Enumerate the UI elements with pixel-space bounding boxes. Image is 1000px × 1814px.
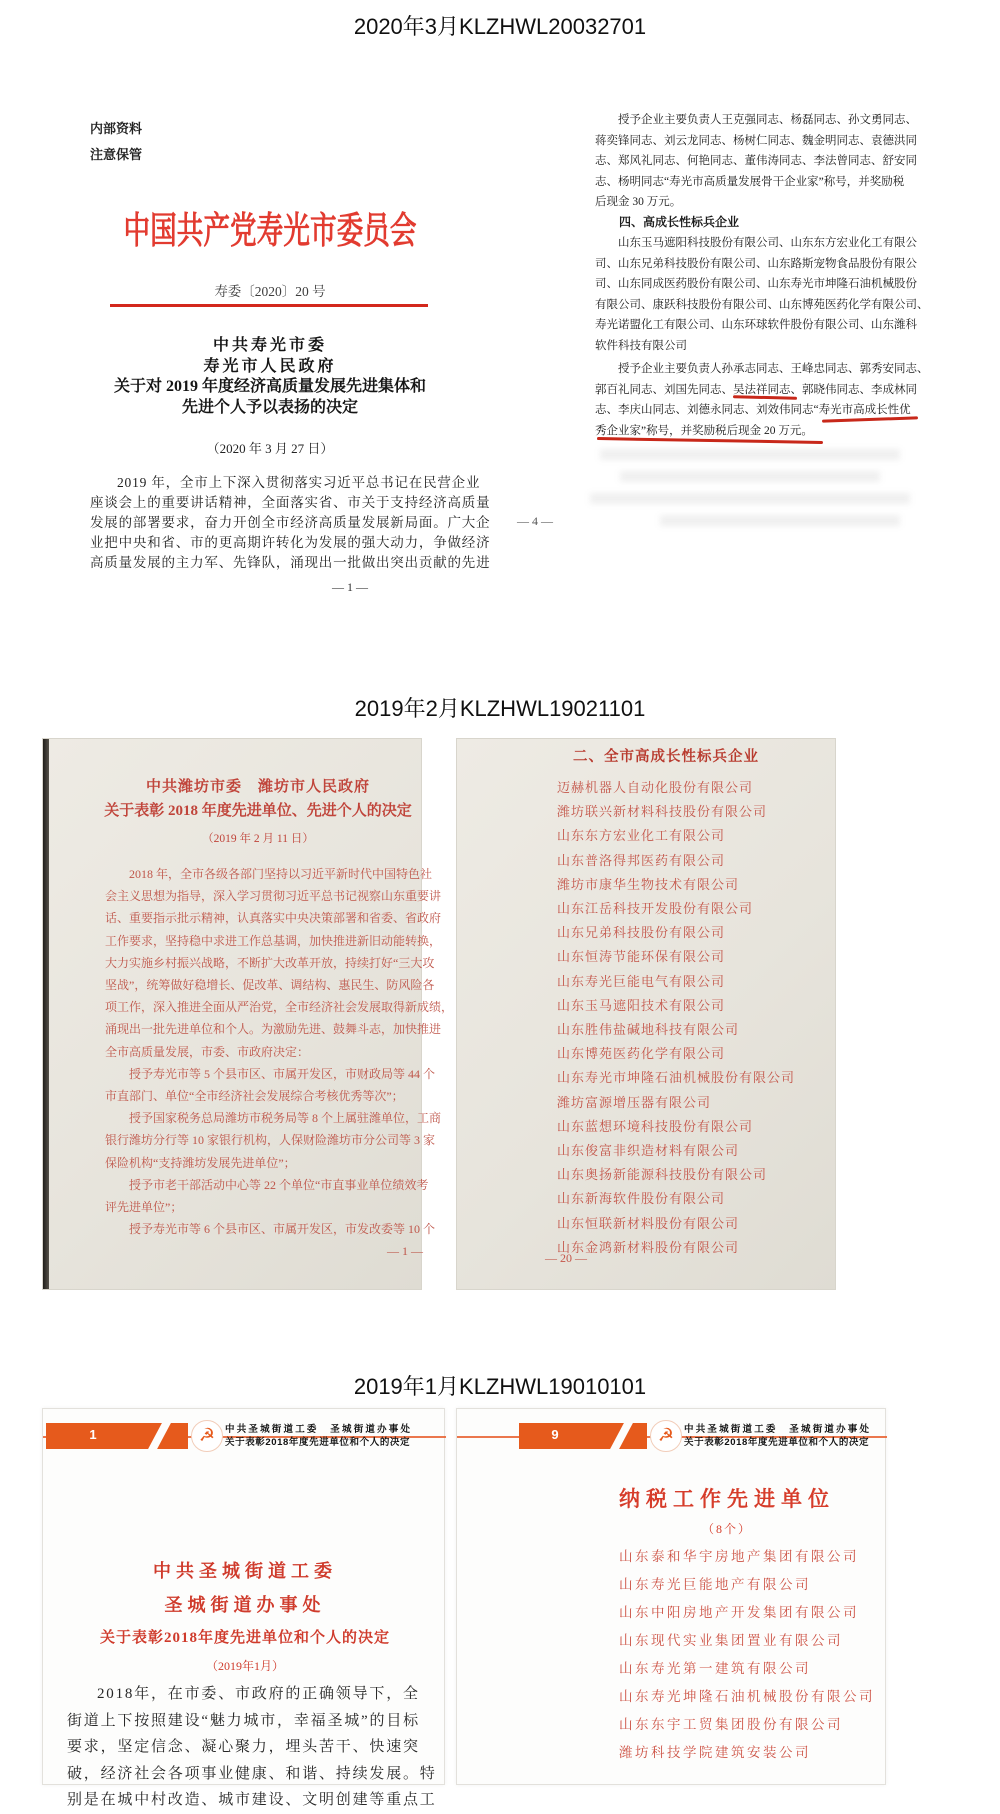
bleed-through-artifact: [590, 493, 910, 504]
doc-body: [90, 473, 491, 573]
text-line: 后现金 30 万元。: [595, 196, 682, 208]
list-item: 潍坊联兴新材料科技股份有限公司: [557, 804, 768, 820]
list-item: 山东东宇工贸集团股份有限公司: [619, 1717, 843, 1732]
text-line: 授予国家税务总局潍坊市税务局等 8 个上属驻潍单位，工商: [129, 1111, 442, 1126]
notice-internal-material: 内部资料: [90, 121, 143, 136]
doc-title-line: 关于对 2019 年度经济高质量发展先进集体和: [113, 378, 426, 395]
band-header-line: 中共圣城街道工委 圣城街道办事处: [225, 1424, 413, 1435]
notice-keep-safe: 注意保管: [90, 147, 143, 162]
text-line: 有限公司、康跃科技股份有限公司、山东博苑医药化学有限公司、: [595, 298, 929, 311]
bleed-through-artifact: [620, 471, 880, 482]
bleed-through-artifact: [600, 449, 900, 460]
band-header-text: [225, 1423, 440, 1449]
text-line: 评先进单位”；: [105, 1200, 183, 1215]
page-number: — 4 —: [517, 514, 553, 528]
list-item: 山东普洛得邦医药有限公司: [557, 852, 726, 868]
text-line: 山东玉马遮阳科技股份有限公司、山东东方宏业化工有限公: [618, 237, 917, 249]
list-item: 山东兄弟科技股份有限公司: [557, 925, 726, 941]
doc-body: [105, 863, 454, 1240]
text-line: 授予企业主要负责人孙承志同志、王峰忠同志、郭秀安同志、: [618, 363, 929, 375]
list-item: 山东寿光市坤隆石油机械股份有限公司: [557, 1070, 796, 1086]
document-number: 寿委〔2020〕20 号: [214, 284, 326, 299]
list-item: 潍坊科技学院建筑安装公司: [619, 1745, 811, 1760]
list-item: 山东恒联新材料股份有限公司: [557, 1215, 740, 1231]
paragraph: [595, 233, 929, 356]
text-line: 工作要求，坚持稳中求进工作总基调，加快推进新旧动能转换，: [105, 933, 442, 948]
list-item: 山东寿光巨能地产有限公司: [619, 1577, 811, 1592]
doc-title-line: 圣城街道办事处: [164, 1595, 326, 1615]
party-emblem-icon: ☭: [650, 1420, 682, 1452]
list-subhead: 二、全市高成长性标兵企业: [573, 749, 759, 765]
text-line: 2019 年，全市上下深入贯彻落实习近平总书记在民营企业: [117, 475, 481, 490]
band-header-line: 关于表彰2018年度先进单位和个人的决定: [684, 1437, 870, 1448]
bleed-through-artifact: [660, 515, 900, 526]
doc-title-line: 寿光市人民政府: [203, 357, 337, 375]
list-item: 山东寿光巨能电气有限公司: [557, 973, 726, 989]
photo-weifang-decision-page1: [42, 738, 454, 1290]
text-line: 志、杨明同志“寿光市高质量发展骨干企业家”称号，并奖励税: [595, 175, 905, 188]
list-item: 山东泰和华宇房地产集团有限公司: [619, 1549, 859, 1564]
band-page-number: 1: [89, 1427, 97, 1442]
text-line: 坚战”，统筹做好稳增长、促改革、调结构、惠民生、防风险各: [105, 978, 435, 993]
list-item: 山东东方宏业化工有限公司: [557, 828, 726, 844]
list-item: 潍坊市康华生物技术有限公司: [557, 876, 740, 892]
list-item: 山东蓝想环境科技股份有限公司: [557, 1118, 754, 1134]
doc-date-line: （2019年1月）: [205, 1659, 284, 1673]
section-3-heading: 2019年1月KLZHWL19010101: [353, 1374, 647, 1399]
text-line: 大力实施乡村振兴战略，不断扩大改革开放，持续打好“三大攻: [105, 955, 435, 970]
doc-title-line: 中共寿光市委: [212, 337, 327, 354]
text-line: 志、李庆山同志、刘德永同志、刘效伟同志“寿光市高成长性优: [595, 404, 911, 416]
text-line: 寿光诺盟化工有限公司、山东环球软件股份有限公司、山东潍科: [595, 319, 917, 331]
photo-shengcheng-decision-page1: [42, 1408, 445, 1808]
text-line: 秀企业家”称号，并奖励税后现金 20 万元。: [595, 424, 813, 437]
doc-title-block: [93, 775, 423, 851]
text-line: 司、山东兄弟科技股份有限公司、山东路斯宠物食品股份有限公: [595, 257, 917, 270]
text-line: 志、郑风礼同志、何艳同志、董伟涛同志、李法曾同志、舒安同: [595, 155, 917, 167]
photo-dark-edge: [43, 739, 49, 1289]
text-line: 别是在城中村改造、城市建设、文明创建等重点工: [67, 1792, 437, 1808]
list-item: 山东恒涛节能环保有限公司: [557, 949, 726, 965]
list-item: 山东奥扬新能源科技股份有限公司: [557, 1167, 768, 1183]
text-line: 破，经济社会各项事业健康、和谐、持续发展。特: [67, 1765, 437, 1782]
paragraph: [595, 359, 929, 441]
text-line: 座谈会上的重要讲话精神，全面落实省、市关于支持经济高质量: [90, 495, 491, 511]
award-title-block: [547, 1483, 907, 1537]
company-list: [619, 1543, 875, 1767]
band-header-text: [684, 1423, 884, 1449]
text-line: 郭百礼同志、刘国先同志、吴法祥同志、郭晓伟同志、李成林同: [595, 383, 917, 396]
list-item: 山东胜伟盐碱地科技有限公司: [557, 1022, 740, 1038]
list-item: 迈赫机器人自动化股份有限公司: [557, 780, 754, 795]
band-header-line: 中共圣城街道工委 圣城街道办事处: [684, 1424, 872, 1435]
photo-weifang-company-list-page20: [456, 738, 836, 1290]
text-line: 街道上下按照建设“魅力城市，幸福圣城”的目标: [67, 1712, 420, 1729]
text-line: 话、重要指示批示精神，认真落实中央决策部署和省委、省政府: [105, 911, 442, 926]
company-list: [557, 776, 795, 1260]
text-line: 授予寿光市等 6 个县市区、市属开发区，市发改委等 10 个: [129, 1222, 436, 1237]
text-line: 授予寿光市等 5 个县市区、市属开发区，市财政局等 44 个: [129, 1066, 436, 1081]
red-rule: [110, 304, 428, 307]
doc-date-line: （2019 年 2 月 11 日）: [202, 833, 314, 845]
doc-title-line: 先进个人予以表扬的决定: [181, 398, 358, 416]
doc-body: [67, 1681, 437, 1814]
page-number: — 1 —: [332, 580, 368, 594]
list-item: 山东寿光坤隆石油机械股份有限公司: [619, 1689, 875, 1704]
list-item: 山东中阳房地产开发集团有限公司: [619, 1605, 859, 1620]
scan-shouguang-cover-page: [60, 88, 491, 596]
text-line: 司、山东同成医药股份有限公司、山东寿光市坤隆石油机械股份: [595, 278, 917, 290]
doc-title-line: 中共潍坊市委 潍坊市人民政府: [145, 779, 370, 795]
text-line: 市直部门、单位“全市经济社会发展综合考核优秀等次”；: [105, 1089, 404, 1104]
text-line: 蒋奕锋同志、刘云龙同志、杨树仁同志、魏金明同志、袁德洪同: [595, 134, 917, 147]
list-item: 潍坊富源增压器有限公司: [557, 1094, 712, 1110]
text-line: 项工作，深入推进全面从严治党，全市经济社会发展取得新成绩，: [105, 1000, 454, 1015]
list-item: 山东博苑医药化学有限公司: [557, 1046, 726, 1062]
text-line: 授予企业主要负责人王克强同志、杨磊同志、孙文勇同志、: [618, 114, 917, 126]
text-line: 要求，坚定信念、凝心聚力，埋头苦干、快速突: [67, 1739, 420, 1755]
text-line: 发展的部署要求，奋力开创全市经济高质量发展新局面。广大企: [90, 515, 491, 531]
award-title: 纳税工作先进单位: [619, 1487, 835, 1511]
doc-title-line: 关于表彰2018年度先进单位和个人的决定: [99, 1630, 390, 1646]
text-line: 授予市老干部活动中心等 22 个单位“市直事业单位绩效考: [129, 1177, 429, 1192]
page-number: — 1 —: [387, 1244, 423, 1258]
text-line: 保险机构“支持潍坊发展先进单位”；: [105, 1155, 296, 1170]
page-number: — 20 —: [545, 1251, 587, 1265]
doc-date-line: （2020 年 3 月 27 日）: [206, 441, 334, 456]
list-item: 山东新海软件股份有限公司: [557, 1191, 726, 1207]
text-line: 全市高质量发展，市委、市政府决定：: [105, 1044, 310, 1059]
doc-subhead: 四、高成长性标兵企业: [619, 215, 740, 229]
text-line: 业把中央和省、市的更高期许转化为发展的强大动力，争做经济: [90, 535, 491, 551]
list-item: 山东玉马遮阳技术有限公司: [557, 997, 726, 1013]
doc-title-line: 关于表彰 2018 年度先进单位、先进个人的决定: [104, 803, 412, 819]
text-line: 会主义思想为指导，深入学习贯彻习近平总书记视察山东重要讲: [105, 889, 442, 904]
doc-title-block: [59, 1557, 431, 1674]
party-emblem-icon: ☭: [191, 1420, 223, 1452]
paragraph: [595, 110, 925, 213]
text-line: 高质量发展的主力军、先锋队，涌现出一批做出突出贡献的先进: [90, 555, 491, 571]
award-count: （8个）: [701, 1522, 752, 1536]
band-page-number: 9: [551, 1427, 559, 1442]
text-line: 2018 年，全市各级各部门坚持以习近平新时代中国特色社: [129, 867, 433, 881]
list-item: 山东现代实业集团置业有限公司: [619, 1633, 843, 1648]
list-item: 山东金鸿新材料股份有限公司: [557, 1239, 740, 1255]
list-item: 山东寿光第一建筑有限公司: [619, 1661, 811, 1676]
list-item: 山东俊富非织造材料有限公司: [557, 1143, 740, 1159]
doc-title-line: 中共圣城街道工委: [153, 1561, 337, 1581]
doc-title-block: [60, 336, 480, 418]
section-2-heading: 2019年2月KLZHWL19021101: [354, 696, 646, 721]
text-line: 软件科技有限公司: [595, 339, 687, 352]
text-line: 银行潍坊分行等 10 家银行机构，人保财险潍坊市分公司等 3 家: [105, 1133, 436, 1148]
band-header-line: 关于表彰2018年度先进单位和个人的决定: [225, 1437, 411, 1448]
text-line: 涌现出一批先进单位和个人。为激励先进、鼓舞斗志，加快推进: [105, 1022, 442, 1037]
list-item: 山东江岳科技开发股份有限公司: [557, 901, 754, 917]
photo-shengcheng-tax-award-page9: [456, 1408, 886, 1785]
section-1-heading: 2020年3月KLZHWL20032701: [353, 14, 647, 39]
party-committee-masthead: 中国共产党寿光市委员会: [123, 211, 417, 252]
text-line: 2018年，在市委、市政府的正确领导下，全: [97, 1686, 420, 1702]
